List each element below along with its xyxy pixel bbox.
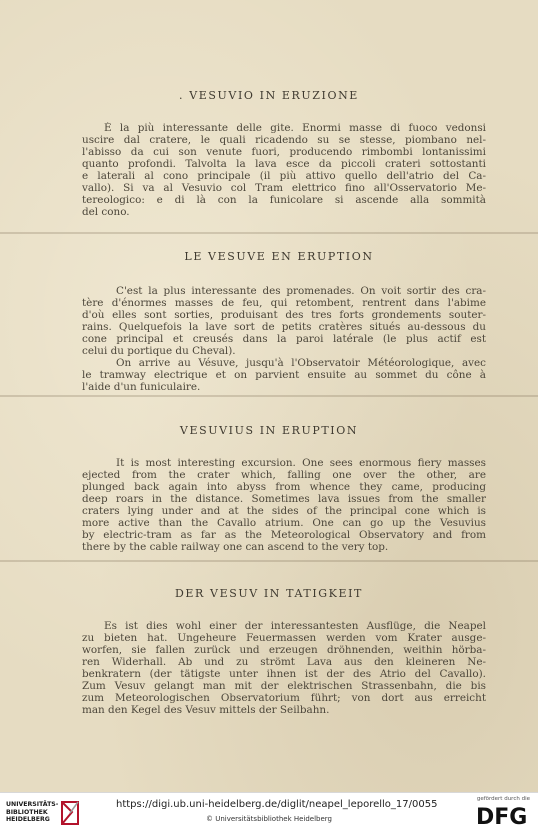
text-line: celui du portique du Cheval). [82,345,236,357]
text-line: by electric-tram as far as the Meteorological Observatory and from [82,529,486,541]
section-heading-italian: . VESUVIO IN ERUZIONE [179,89,359,102]
section-heading-german: DER VESUV IN TATIGKEIT [175,587,363,600]
text-line: Es ist dies wohl einer der interessantesten Ausflüge, die Neapel [104,620,486,632]
text-line: rains. Quelquefois la lave sort de petits cratères situés au-dessous du [82,321,486,333]
text-line: e laterali al cono principale (il più attivo quello dell'atrio del Ca- [82,170,486,182]
permalink-url[interactable]: https://digi.ub.uni-heidelberg.de/diglit/neapel_leporello_17/0055 [116,799,438,810]
text-line: È la più interessante delle gite. Enormi masse di fuoco vedonsi [104,122,486,134]
text-line: On arrive au Vésuve, jusqu'à l'Observatoir Météorologique, avec [116,357,486,369]
section-heading-french: LE VESUVE EN ERUPTION [184,250,374,263]
dfg-caption: gefördert durch die [476,796,530,802]
library-logo[interactable] [6,799,96,829]
text-line: d'où elles sont sorties, produisant des tres forts grondements souter- [82,309,486,321]
library-logo-text: UNIVERSITÄTS- BIBLIOTHEK HEIDELBERG [6,801,59,824]
text-line: It is most interesting excursion. One sees enormous fiery masses [116,457,486,469]
fold-line [0,232,538,234]
text-line: uscire dal cratere, le quali ricadendo su se stesse, piombano nel- [82,134,486,146]
dfg-logo-icon[interactable] [474,803,530,827]
section-text-german [82,620,486,716]
text-line: quanto profondi. Talvolta la lava esce da piccoli crateri sottostanti [82,158,486,170]
text-line: tereologico: e di là con la funicolare si ascende alla sommità [82,194,486,206]
library-seal-icon [58,799,82,827]
dfg-logo-text: DFG [476,805,528,827]
section-text-english [82,457,486,553]
text-line: more active than the Cavallo atrium. One can go up the Vesuvius [82,517,486,529]
section-text-italian [82,122,486,218]
text-line: le tramway electrique et on parvient ensuite au sommet du cône à [82,369,486,381]
text-line: vallo). Si va al Vesuvio col Tram elettrico fino all'Osservatorio Me- [82,182,486,194]
text-line: l'aide d'un funiculaire. [82,381,201,393]
text-line: tère d'énormes masses de feu, qui retombent, rentrent dans l'abime [82,297,486,309]
section-heading-english: VESUVIUS IN ERUPTION [179,424,359,437]
text-line: l'abisso da cui son venute fuori, producendo rimbombi lontanissimi [82,146,486,158]
viewer-footer [0,792,538,833]
fold-line [0,560,538,562]
text-line: worfen, sie fallen zurück und erzeugen dröhnenden, weithin hörba- [82,644,486,656]
section-text-french [82,285,486,393]
text-line: zum Meteorologischen Observatorium führt; von dort aus erreicht [82,692,486,704]
text-line: ren Widerhall. Ab und zu strömt Lava aus den kleineren Ne- [82,656,486,668]
fold-line [0,395,538,397]
text-line: zu bieten hat. Ungeheure Feuermassen werden vom Krater ausge- [82,632,486,644]
text-line: there by the cable railway one can ascend to the very top. [82,541,389,553]
text-line: plunged back again into abyss from whence they came, producing [82,481,486,493]
text-line: del cono. [82,206,130,218]
text-line: Zum Vesuv gelangt man mit der elektrischen Strassenbahn, die bis [82,680,486,692]
text-line: deep roars in the distance. Sometimes lava issues from the smaller [82,493,486,505]
copyright-text: © Universitätsbibliothek Heidelberg [206,815,333,823]
text-line: man den Kegel des Vesuv mittels der Seilbahn. [82,704,330,716]
text-line: C'est la plus interessante des promenades. On voit sortir des cra- [116,285,486,297]
text-line: ejected from the crater which, falling one over the other, are [82,469,486,481]
text-line: craters lying under and at the sides of the principal cone which is [82,505,486,517]
text-line: cone principal et creusés dans la paroi latérale (le plus actif est [82,333,486,345]
text-line: benkratern (der tätigste unter ihnen ist der des Atrio del Cavallo). [82,668,486,680]
